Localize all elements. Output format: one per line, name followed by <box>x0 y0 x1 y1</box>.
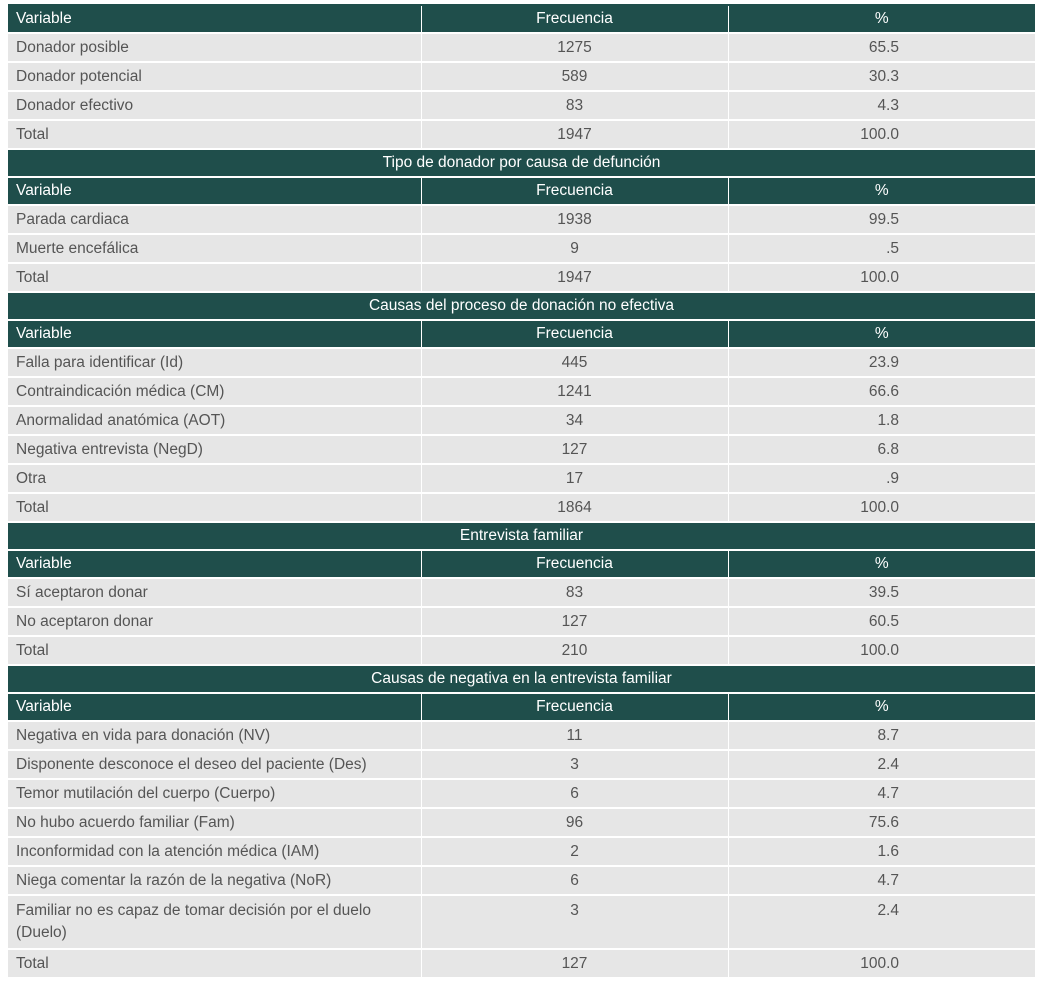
row-frequency: 127 <box>421 949 728 978</box>
column-header-row <box>8 6 1035 33</box>
row-frequency: 1947 <box>421 263 728 292</box>
row-percent: 8.7 <box>728 721 1035 750</box>
column-header-pct: % <box>728 6 1035 33</box>
row-percent: 1.8 <box>728 406 1035 435</box>
column-header-row <box>8 693 1035 721</box>
row-percent: 1.6 <box>728 837 1035 866</box>
row-label: Disponente desconoce el deseo del paciente (Des) <box>8 750 421 779</box>
row-frequency: 445 <box>421 348 728 377</box>
section-title-row <box>8 149 1035 177</box>
column-header-row <box>8 320 1035 348</box>
row-percent: 30.3 <box>728 62 1035 91</box>
column-header-row <box>8 177 1035 205</box>
row-label: Donador posible <box>8 33 421 62</box>
section-title: Causas de negativa en la entrevista familiar <box>8 665 1035 693</box>
row-label: Total <box>8 263 421 292</box>
row-percent: 6.8 <box>728 435 1035 464</box>
row-frequency: 17 <box>421 464 728 493</box>
row-percent: 65.5 <box>728 33 1035 62</box>
row-percent: 100.0 <box>728 949 1035 978</box>
table-row <box>8 464 1035 493</box>
table-row <box>8 348 1035 377</box>
table-row <box>8 808 1035 837</box>
column-header-pct: % <box>728 550 1035 578</box>
row-frequency: 1938 <box>421 205 728 234</box>
row-label: Contraindicación médica (CM) <box>8 377 421 406</box>
row-percent: 4.3 <box>728 91 1035 120</box>
row-label: Donador potencial <box>8 62 421 91</box>
total-row <box>8 120 1035 149</box>
row-frequency: 3 <box>421 750 728 779</box>
column-header-frecuencia: Frecuencia <box>421 320 728 348</box>
row-label: Anormalidad anatómica (AOT) <box>8 406 421 435</box>
row-percent: 4.7 <box>728 779 1035 808</box>
row-frequency: 1864 <box>421 493 728 522</box>
total-row <box>8 263 1035 292</box>
row-label: Otra <box>8 464 421 493</box>
row-frequency: 127 <box>421 435 728 464</box>
row-label: Total <box>8 636 421 665</box>
table-row <box>8 895 1035 949</box>
column-header-variable: Variable <box>8 550 421 578</box>
row-percent: .5 <box>728 234 1035 263</box>
table-row <box>8 435 1035 464</box>
donation-statistics-table <box>8 6 1035 979</box>
section-title: Causas del proceso de donación no efectiva <box>8 292 1035 320</box>
table-row <box>8 406 1035 435</box>
column-header-frecuencia: Frecuencia <box>421 177 728 205</box>
row-percent: 75.6 <box>728 808 1035 837</box>
row-frequency: 1275 <box>421 33 728 62</box>
row-frequency: 9 <box>421 234 728 263</box>
total-row <box>8 636 1035 665</box>
row-percent: 23.9 <box>728 348 1035 377</box>
row-percent: 100.0 <box>728 263 1035 292</box>
row-percent: 100.0 <box>728 493 1035 522</box>
column-header-frecuencia: Frecuencia <box>421 693 728 721</box>
column-header-pct: % <box>728 320 1035 348</box>
row-label: Parada cardiaca <box>8 205 421 234</box>
row-frequency: 589 <box>421 62 728 91</box>
row-label: No aceptaron donar <box>8 607 421 636</box>
row-label: No hubo acuerdo familiar (Fam) <box>8 808 421 837</box>
total-row <box>8 493 1035 522</box>
row-frequency: 3 <box>421 895 728 949</box>
row-label: Negativa entrevista (NegD) <box>8 435 421 464</box>
table-row <box>8 721 1035 750</box>
row-percent: 2.4 <box>728 750 1035 779</box>
total-row <box>8 949 1035 978</box>
row-frequency: 210 <box>421 636 728 665</box>
table-row <box>8 779 1035 808</box>
row-label: Familiar no es capaz de tomar decisión por el duelo (Duelo) <box>8 895 421 949</box>
row-percent: 100.0 <box>728 120 1035 149</box>
table-row <box>8 91 1035 120</box>
table-row <box>8 607 1035 636</box>
row-percent: 100.0 <box>728 636 1035 665</box>
row-label: Total <box>8 949 421 978</box>
row-label: Temor mutilación del cuerpo (Cuerpo) <box>8 779 421 808</box>
table-row <box>8 837 1035 866</box>
table-row <box>8 205 1035 234</box>
table-row <box>8 33 1035 62</box>
column-header-pct: % <box>728 693 1035 721</box>
section-title: Entrevista familiar <box>8 522 1035 550</box>
column-header-variable: Variable <box>8 693 421 721</box>
column-header-pct: % <box>728 177 1035 205</box>
section-title-row <box>8 522 1035 550</box>
row-percent: 66.6 <box>728 377 1035 406</box>
row-frequency: 83 <box>421 91 728 120</box>
table-row <box>8 750 1035 779</box>
row-percent: 99.5 <box>728 205 1035 234</box>
column-header-variable: Variable <box>8 6 421 33</box>
section-title-row <box>8 292 1035 320</box>
row-frequency: 83 <box>421 578 728 607</box>
column-header-frecuencia: Frecuencia <box>421 6 728 33</box>
row-label: Total <box>8 120 421 149</box>
row-frequency: 1241 <box>421 377 728 406</box>
column-header-frecuencia: Frecuencia <box>421 550 728 578</box>
row-frequency: 96 <box>421 808 728 837</box>
row-label: Negativa en vida para donación (NV) <box>8 721 421 750</box>
row-label: Inconformidad con la atención médica (IAM) <box>8 837 421 866</box>
section-title: Tipo de donador por causa de defunción <box>8 149 1035 177</box>
row-label: Donador efectivo <box>8 91 421 120</box>
table-row <box>8 377 1035 406</box>
table-row <box>8 234 1035 263</box>
table-row <box>8 578 1035 607</box>
row-frequency: 6 <box>421 779 728 808</box>
donation-table-container <box>8 6 1035 979</box>
table-row <box>8 866 1035 895</box>
row-frequency: 127 <box>421 607 728 636</box>
column-header-variable: Variable <box>8 177 421 205</box>
row-frequency: 1947 <box>421 120 728 149</box>
row-label: Total <box>8 493 421 522</box>
row-label: Sí aceptaron donar <box>8 578 421 607</box>
row-percent: 4.7 <box>728 866 1035 895</box>
row-percent: 60.5 <box>728 607 1035 636</box>
table-row <box>8 62 1035 91</box>
row-frequency: 6 <box>421 866 728 895</box>
row-percent: 39.5 <box>728 578 1035 607</box>
row-label: Muerte encefálica <box>8 234 421 263</box>
row-label: Niega comentar la razón de la negativa (NoR) <box>8 866 421 895</box>
row-frequency: 11 <box>421 721 728 750</box>
row-frequency: 34 <box>421 406 728 435</box>
row-frequency: 2 <box>421 837 728 866</box>
table-body <box>8 6 1035 978</box>
row-label: Falla para identificar (Id) <box>8 348 421 377</box>
row-percent: .9 <box>728 464 1035 493</box>
column-header-row <box>8 550 1035 578</box>
section-title-row <box>8 665 1035 693</box>
column-header-variable: Variable <box>8 320 421 348</box>
row-percent: 2.4 <box>728 895 1035 949</box>
